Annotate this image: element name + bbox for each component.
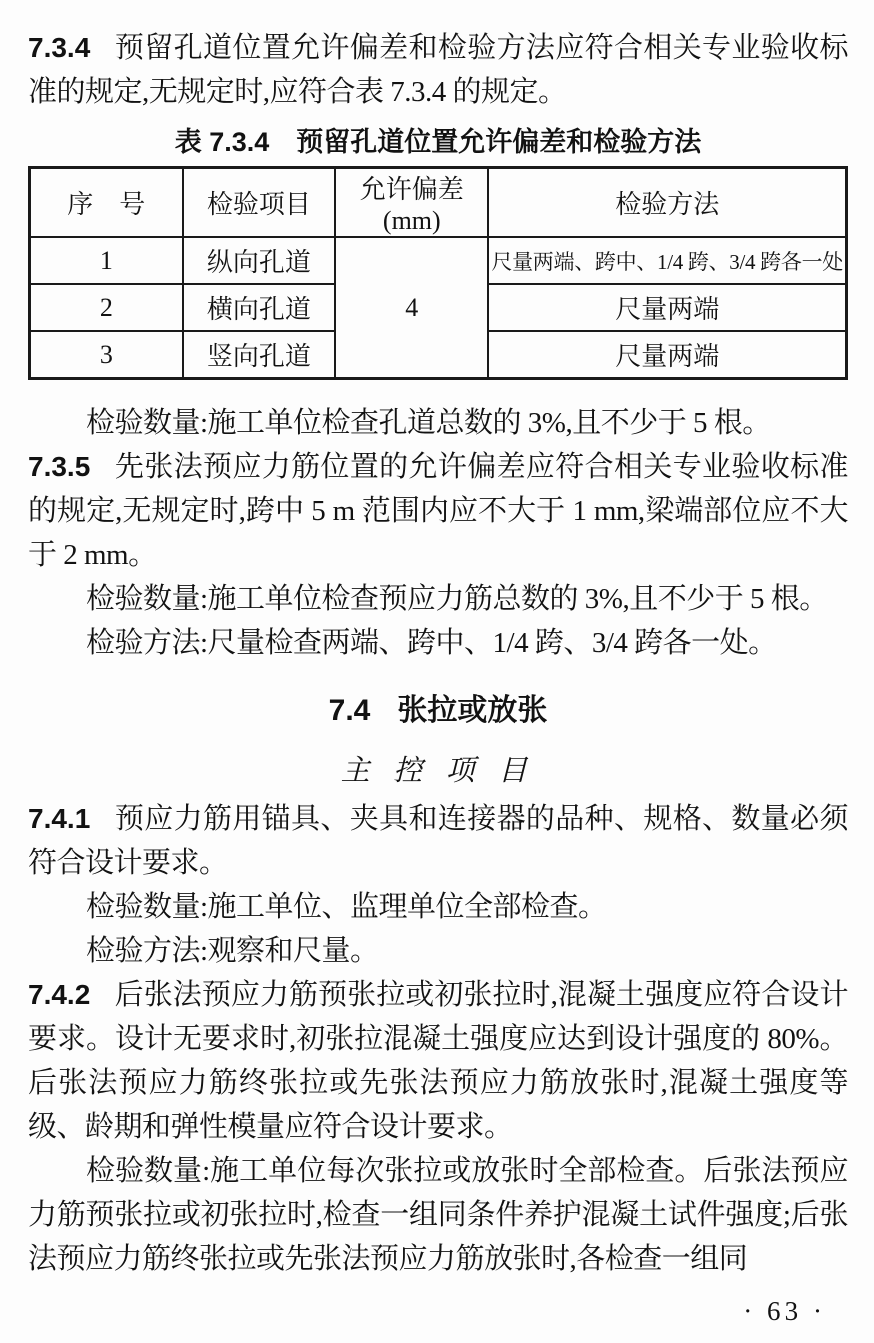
clause-number: 7.3.5 <box>28 451 91 482</box>
cell-item: 横向孔道 <box>183 284 336 331</box>
clause-number: 7.4.1 <box>28 803 91 834</box>
cell-serial: 1 <box>30 237 183 284</box>
clause-number: 7.3.4 <box>28 32 91 63</box>
section-title: 张拉或放张 <box>397 694 548 727</box>
clause-number: 7.4.2 <box>28 979 91 1010</box>
clause-text: 预留孔道位置允许偏差和检验方法应符合相关专业验收标准的规定,无规定时,应符合表 7.3.4 的规定。 <box>28 32 848 108</box>
header-inspection-item: 检验项目 <box>183 168 336 238</box>
note-inspection-quantity: 检验数量:施工单位检查预应力筋总数的 3%,且不少于 5 根。 <box>86 583 828 615</box>
page-number: · 63 · <box>743 1296 826 1326</box>
header-serial-number: 序 号 <box>30 168 183 238</box>
table-row <box>30 237 847 284</box>
note-inspection-quantity: 检验数量:施工单位每次张拉或放张时全部检查。后张法预应力筋预张拉或初张拉时,检查一组同条件养护混凝土试件强度;后张法预应力筋终张拉或先张法预应力筋放张时,各检查一组同 <box>28 1155 848 1275</box>
header-allowable-deviation: 允许偏差(mm) <box>335 168 488 238</box>
table-7-3-4 <box>28 166 848 380</box>
cell-serial: 2 <box>30 284 183 331</box>
clause-text: 预应力筋用锚具、夹具和连接器的品种、规格、数量必须符合设计要求。 <box>28 803 848 879</box>
clause-7-4-1 <box>28 797 848 885</box>
note-inspection-method: 检验方法:观察和尺量。 <box>86 935 379 967</box>
header-inspection-method: 检验方法 <box>488 168 846 238</box>
clause-text: 后张法预应力筋预张拉或初张拉时,混凝土强度应符合设计要求。设计无要求时,初张拉混凝土强度应达到设计强度的 80%。后张法预应力筋终张拉或先张法预应力筋放张时,混凝土强度等级、龄期和弹性模量应符合设计要求。 <box>28 979 848 1143</box>
cell-method: 尺量两端 <box>488 284 846 331</box>
section-number: 7.4 <box>328 694 371 727</box>
clause-7-3-4 <box>28 26 848 114</box>
cell-item: 纵向孔道 <box>183 237 336 284</box>
table-caption: 表 7.3.4 预留孔道位置允许偏差和检验方法 <box>174 127 702 157</box>
note-inspection-quantity: 检验数量:施工单位、监理单位全部检查。 <box>86 891 607 923</box>
cell-item: 竖向孔道 <box>183 331 336 379</box>
cell-method: 尺量两端 <box>488 331 846 379</box>
cell-method: 尺量两端、跨中、1/4 跨、3/4 跨各一处 <box>488 237 846 284</box>
cell-deviation-merged: 4 <box>335 237 488 379</box>
clause-7-4-2 <box>28 973 848 1149</box>
section-heading-7-4 <box>28 691 848 731</box>
cell-serial: 3 <box>30 331 183 379</box>
clause-text: 先张法预应力筋位置的允许偏差应符合相关专业验收标准的规定,无规定时,跨中 5 m 范围内应不大于 1 mm,梁端部位应不大于 2 mm。 <box>28 451 848 571</box>
clause-7-3-5 <box>28 445 848 577</box>
table-header-row <box>30 168 847 238</box>
note-inspection-method: 检验方法:尺量检查两端、跨中、1/4 跨、3/4 跨各一处。 <box>86 627 777 659</box>
note-inspection-quantity: 检验数量:施工单位检查孔道总数的 3%,且不少于 5 根。 <box>86 407 771 439</box>
subheading-main-control-items: 主 控 项 目 <box>340 755 536 787</box>
